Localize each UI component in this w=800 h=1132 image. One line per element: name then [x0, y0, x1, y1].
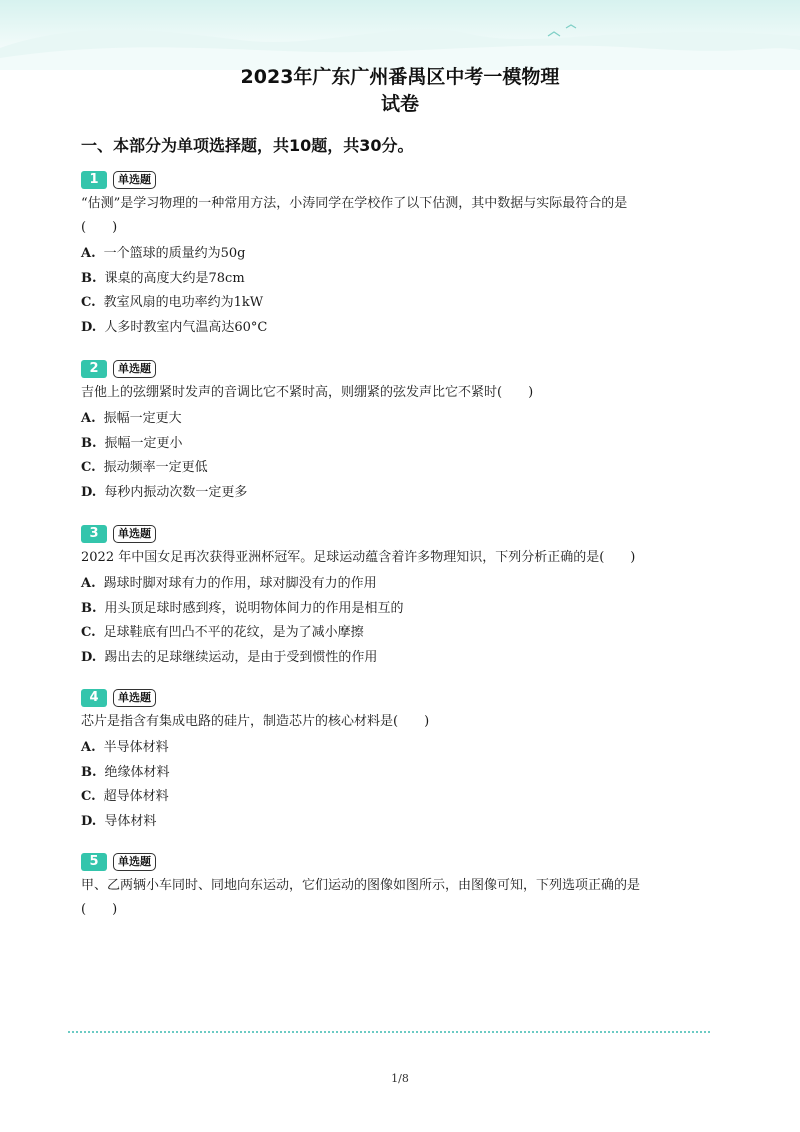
- question-stem: “估测”是学习物理的一种常用方法，小涛同学在学校作了以下估测，其中数据与实际最符合的是 ( ): [81, 196, 628, 235]
- question-5: [81, 852, 721, 922]
- question-4: [81, 688, 721, 834]
- option-a: A. 一个篮球的质量约为50g: [81, 246, 246, 261]
- question-3: [81, 524, 721, 670]
- option-d: D. 踢出去的足球继续运动，是由于受到惯性的作用: [81, 649, 378, 665]
- option-c: C. 振动频率一定更低: [81, 460, 208, 475]
- question-type-badge: 单选题: [113, 525, 156, 543]
- page-number: 1/8: [391, 1072, 409, 1085]
- page-title: 2023年广东广州番禺区中考一模物理: [240, 66, 560, 88]
- option-a: A. 振幅一定更大: [81, 411, 182, 426]
- question-number-badge: 4: [81, 689, 107, 707]
- question-stem: 2022 年中国女足再次获得亚洲杯冠军。足球运动蕴含着许多物理知识，下列分析正确的是( ): [81, 550, 636, 565]
- option-c: C. 超导体材料: [81, 789, 169, 804]
- question-number-badge: 5: [81, 853, 107, 871]
- option-c: C. 足球鞋底有凹凸不平的花纹，是为了减小摩擦: [81, 625, 364, 640]
- question-type-badge: 单选题: [113, 360, 156, 378]
- question-2: [81, 359, 721, 505]
- question-type-badge: 单选题: [113, 853, 156, 871]
- option-b: B. 绝缘体材料: [81, 764, 170, 780]
- option-b: B. 振幅一定更小: [81, 435, 183, 451]
- question-1: [81, 170, 721, 340]
- question-stem: 甲、乙两辆小车同时、同地向东运动，它们运动的图像如图所示，由图像可知，下列选项正确的是 ( ): [81, 878, 641, 917]
- question-type-badge: 单选题: [113, 171, 156, 189]
- question-number-badge: 1: [81, 171, 107, 189]
- option-b: B. 课桌的高度大约是78cm: [81, 270, 245, 286]
- footer-divider: [68, 1031, 710, 1033]
- option-a: A. 半导体材料: [81, 740, 169, 755]
- option-a: A. 踢球时脚对球有力的作用，球对脚没有力的作用: [81, 576, 377, 591]
- question-stem: 吉他上的弦绷紧时发声的音调比它不紧时高，则绷紧的弦发声比它不紧时( ): [81, 385, 534, 400]
- question-number-badge: 2: [81, 360, 107, 378]
- section-heading: 一、本部分为单项选择题，共10题，共30分。: [81, 136, 414, 155]
- option-c: C. 教室风扇的电功率约为1kW: [81, 295, 264, 310]
- question-number-badge: 3: [81, 525, 107, 543]
- option-d: D. 每秒内振动次数一定更多: [81, 484, 248, 500]
- question-stem: 芯片是指含有集成电路的硅片，制造芯片的核心材料是( ): [81, 714, 430, 729]
- page-title-continued: 试卷: [380, 93, 419, 115]
- option-d: D. 人多时教室内气温高达60°C: [81, 319, 268, 335]
- option-b: B. 用头顶足球时感到疼，说明物体间力的作用是相互的: [81, 600, 404, 616]
- question-type-badge: 单选题: [113, 689, 156, 707]
- option-d: D. 导体材料: [81, 813, 157, 829]
- header-banner: [0, 0, 800, 70]
